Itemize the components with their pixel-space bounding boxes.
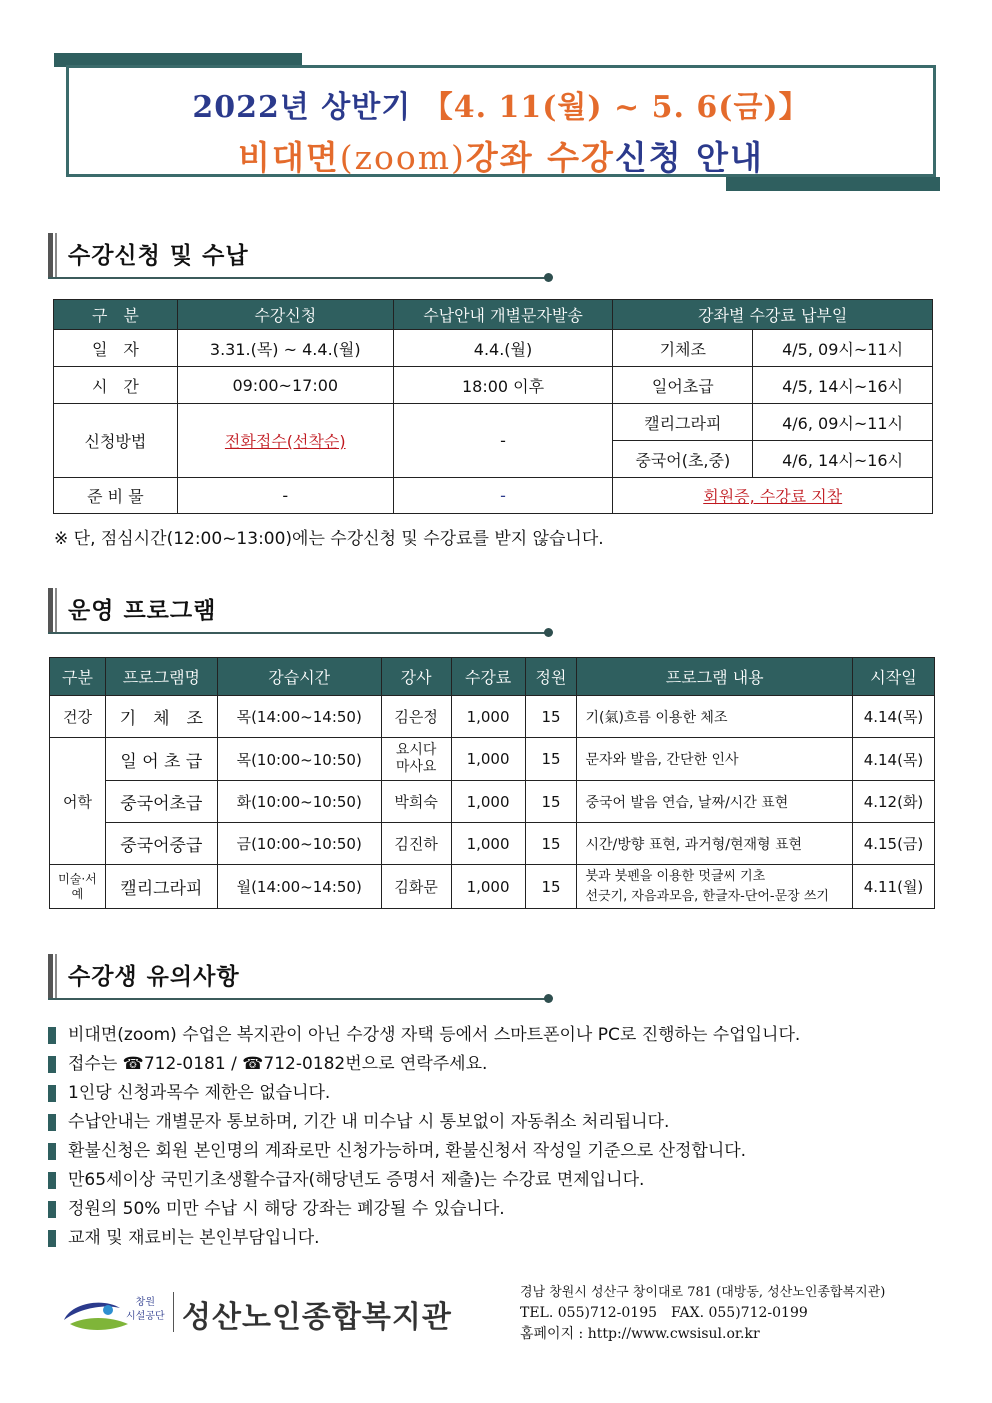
header-program: 프로그램명 <box>105 658 217 696</box>
program-content: 기(氣)흐름 이용한 체조 <box>577 696 853 738</box>
table-row <box>50 823 935 865</box>
payment-course: 기체조 <box>613 330 753 367</box>
list-item <box>48 1139 928 1164</box>
title-half: 상반기 <box>321 90 412 125</box>
title-line-2 <box>69 132 933 179</box>
list-item <box>48 1168 928 1193</box>
footer-phone: TEL. 055)712-0195 FAX. 055)712-0199 <box>520 1305 808 1321</box>
header-content: 프로그램 내용 <box>577 658 853 696</box>
row-label-method: 신청방법 <box>54 404 178 478</box>
program-teacher: 김진하 <box>381 823 451 865</box>
section-title: 수강생 유의사항 <box>68 964 240 990</box>
logo-mark-icon <box>56 1294 136 1334</box>
program-capacity: 15 <box>525 823 577 865</box>
logo-name: 성산노인종합복지관 <box>182 1300 452 1335</box>
program-time: 월(14:00~14:50) <box>217 865 381 909</box>
apply-prep: - <box>177 478 393 514</box>
list-item <box>48 1023 928 1048</box>
bullet-icon <box>48 1027 56 1044</box>
title-box <box>66 65 936 177</box>
payment-time: 4/5, 09시~11시 <box>753 330 933 367</box>
section-underline <box>48 277 548 279</box>
program-start: 4.14(목) <box>852 738 934 781</box>
title-period: 【4. 11(월) ~ 5. 6(금)】 <box>422 90 810 125</box>
program-time: 목(14:00~14:50) <box>217 696 381 738</box>
bullet-icon <box>48 1085 56 1102</box>
section-dot <box>544 994 553 1003</box>
program-content: 시간/방향 표현, 과거형/현재형 표현 <box>577 823 853 865</box>
section-bar <box>48 588 53 634</box>
notice-text: 수납안내는 개별문자 통보하며, 기간 내 미수납 시 통보없이 자동취소 처리됩니다. <box>68 1112 670 1132</box>
program-name: 캘리그라피 <box>105 865 217 909</box>
program-name: 중국어중급 <box>105 823 217 865</box>
program-time: 화(10:00~10:50) <box>217 781 381 823</box>
payment-prep-text: 회원증, 수강료 지참 <box>703 487 843 506</box>
payment-time: 4/6, 14시~16시 <box>753 441 933 478</box>
program-start: 4.12(화) <box>852 781 934 823</box>
program-fee: 1,000 <box>451 738 525 781</box>
program-fee: 1,000 <box>451 781 525 823</box>
row-label-prep: 준 비 물 <box>54 478 178 514</box>
program-fee: 1,000 <box>451 865 525 909</box>
organization-logo <box>56 1290 456 1340</box>
bullet-icon <box>48 1114 56 1131</box>
program-start: 4.15(금) <box>852 823 934 865</box>
notice-text: 교재 및 재료비는 본인부담입니다. <box>68 1228 320 1248</box>
program-capacity: 15 <box>525 738 577 781</box>
section-header-programs <box>48 588 558 638</box>
header-category: 구 분 <box>54 300 178 330</box>
section-bar-thin <box>55 954 57 1000</box>
section-underline <box>48 998 548 1000</box>
bullet-icon <box>48 1056 56 1073</box>
section-bar-thin <box>55 233 57 279</box>
section-dot <box>544 273 553 282</box>
footer-contact <box>520 1282 885 1345</box>
logo-divider <box>173 1292 174 1332</box>
message-method: - <box>393 404 613 478</box>
notice-text: 접수는 ☎712-0181 / ☎712-0182번으로 연락주세요. <box>68 1054 488 1074</box>
program-content <box>577 865 853 909</box>
program-name: 중국어초급 <box>105 781 217 823</box>
payment-time: 4/6, 09시~11시 <box>753 404 933 441</box>
apply-method-text: 전화접수(선착순) <box>224 432 346 451</box>
section-bar-thin <box>55 588 57 634</box>
program-capacity: 15 <box>525 865 577 909</box>
program-fee: 1,000 <box>451 823 525 865</box>
row-label-time: 시 간 <box>54 367 178 404</box>
section-underline <box>48 632 548 634</box>
notice-text: 비대면(zoom) 수업은 복지관이 아닌 수강생 자택 등에서 스마트폰이나 PC로 진행하는 수업입니다. <box>68 1025 801 1045</box>
program-teacher: 요시다 마사요 <box>381 738 451 781</box>
section-bar <box>48 233 53 279</box>
title-line-1 <box>69 82 933 126</box>
list-item <box>48 1197 928 1222</box>
section-header-registration <box>48 233 558 283</box>
notice-text: 환불신청은 회원 본인명의 계좌로만 신청가능하며, 환불신청서 작성일 기준으로 산정합니다. <box>68 1141 747 1161</box>
title-banner <box>54 53 940 191</box>
category-cell: 어학 <box>50 738 106 865</box>
list-item <box>48 1110 928 1135</box>
title-part-c: 강좌 수강 <box>465 138 615 177</box>
payment-course: 캘리그라피 <box>613 404 753 441</box>
section-header-notices <box>48 954 558 1004</box>
logo-small-text <box>126 1296 165 1324</box>
table-row <box>50 781 935 823</box>
apply-date: 3.31.(목) ~ 4.4.(월) <box>177 330 393 367</box>
bullet-icon <box>48 1172 56 1189</box>
section-title: 운영 프로그램 <box>68 598 217 624</box>
message-time: 18:00 이후 <box>393 367 613 404</box>
notice-list <box>48 1023 928 1255</box>
program-teacher: 김은정 <box>381 696 451 738</box>
category-cell: 건강 <box>50 696 106 738</box>
program-content-line-1: 붓과 붓펜을 이용한 멋글씨 기초 <box>585 868 766 884</box>
program-start: 4.14(목) <box>852 696 934 738</box>
program-content: 문자와 발음, 간단한 인사 <box>577 738 853 781</box>
header-payment: 강좌별 수강료 납부일 <box>613 300 933 330</box>
bullet-icon <box>48 1143 56 1160</box>
program-teacher: 박희숙 <box>381 781 451 823</box>
title-part-d: 신청 안내 <box>614 138 764 177</box>
notice-text: 1인당 신청과목수 제한은 없습니다. <box>68 1083 331 1103</box>
header-category: 구분 <box>50 658 106 696</box>
program-content-line-2: 선긋기, 자음과모음, 한글자-단어-문장 쓰기 <box>585 888 829 904</box>
apply-time: 09:00~17:00 <box>177 367 393 404</box>
program-capacity: 15 <box>525 696 577 738</box>
header-time: 강습시간 <box>217 658 381 696</box>
footer-homepage: 홈페이지 : http://www.cwsisul.or.kr <box>520 1326 760 1342</box>
list-item <box>48 1081 928 1106</box>
logo-small-line-1: 창원 <box>135 1297 155 1308</box>
program-time: 목(10:00~10:50) <box>217 738 381 781</box>
table-row <box>50 865 935 909</box>
message-date: 4.4.(월) <box>393 330 613 367</box>
registration-table <box>53 299 933 514</box>
header-fee: 수강료 <box>451 658 525 696</box>
list-item <box>48 1052 928 1077</box>
program-table <box>49 657 935 909</box>
bullet-icon <box>48 1201 56 1218</box>
row-label-date: 일 자 <box>54 330 178 367</box>
section-title: 수강신청 및 수납 <box>68 243 249 269</box>
payment-course: 일어초급 <box>613 367 753 404</box>
program-capacity: 15 <box>525 781 577 823</box>
program-content: 중국어 발음 연습, 날짜/시간 표현 <box>577 781 853 823</box>
header-teacher: 강사 <box>381 658 451 696</box>
program-name: 일 어 초 급 <box>105 738 217 781</box>
bullet-icon <box>48 1230 56 1247</box>
footer-address: 경남 창원시 성산구 창이대로 781 (대방동, 성산노인종합복지관) <box>520 1285 886 1300</box>
section-bar <box>48 954 53 1000</box>
payment-prep <box>613 478 933 514</box>
payment-course: 중국어(초,중) <box>613 441 753 478</box>
title-part-a: 비대면 <box>238 138 340 177</box>
program-teacher: 김화문 <box>381 865 451 909</box>
program-name: 기 체 조 <box>105 696 217 738</box>
table-row <box>50 738 935 781</box>
title-part-b: (zoom) <box>339 138 466 177</box>
payment-time: 4/5, 14시~16시 <box>753 367 933 404</box>
section-dot <box>544 628 553 637</box>
program-fee: 1,000 <box>451 696 525 738</box>
title-year: 2022년 <box>192 90 310 125</box>
notice-text: 정원의 50% 미만 수납 시 해당 강좌는 폐강될 수 있습니다. <box>68 1199 505 1219</box>
header-message: 수납안내 개별문자발송 <box>393 300 613 330</box>
logo-small-line-2: 시설공단 <box>126 1311 165 1322</box>
message-prep: - <box>393 478 613 514</box>
category-cell: 미술·서예 <box>50 865 106 909</box>
notice-text: 만65세이상 국민기초생활수급자(해당년도 증명서 제출)는 수강료 면제입니다. <box>68 1170 645 1190</box>
header-capacity: 정원 <box>525 658 577 696</box>
header-apply: 수강신청 <box>177 300 393 330</box>
apply-method <box>177 404 393 478</box>
lunch-note: ※ 단, 점심시간(12:00~13:00)에는 수강신청 및 수강료를 받지 않습니다. <box>54 529 604 549</box>
list-item <box>48 1226 928 1251</box>
program-start: 4.11(월) <box>852 865 934 909</box>
header-start: 시작일 <box>852 658 934 696</box>
program-time: 금(10:00~10:50) <box>217 823 381 865</box>
title-accent-bottom <box>726 177 940 191</box>
table-row <box>50 696 935 738</box>
